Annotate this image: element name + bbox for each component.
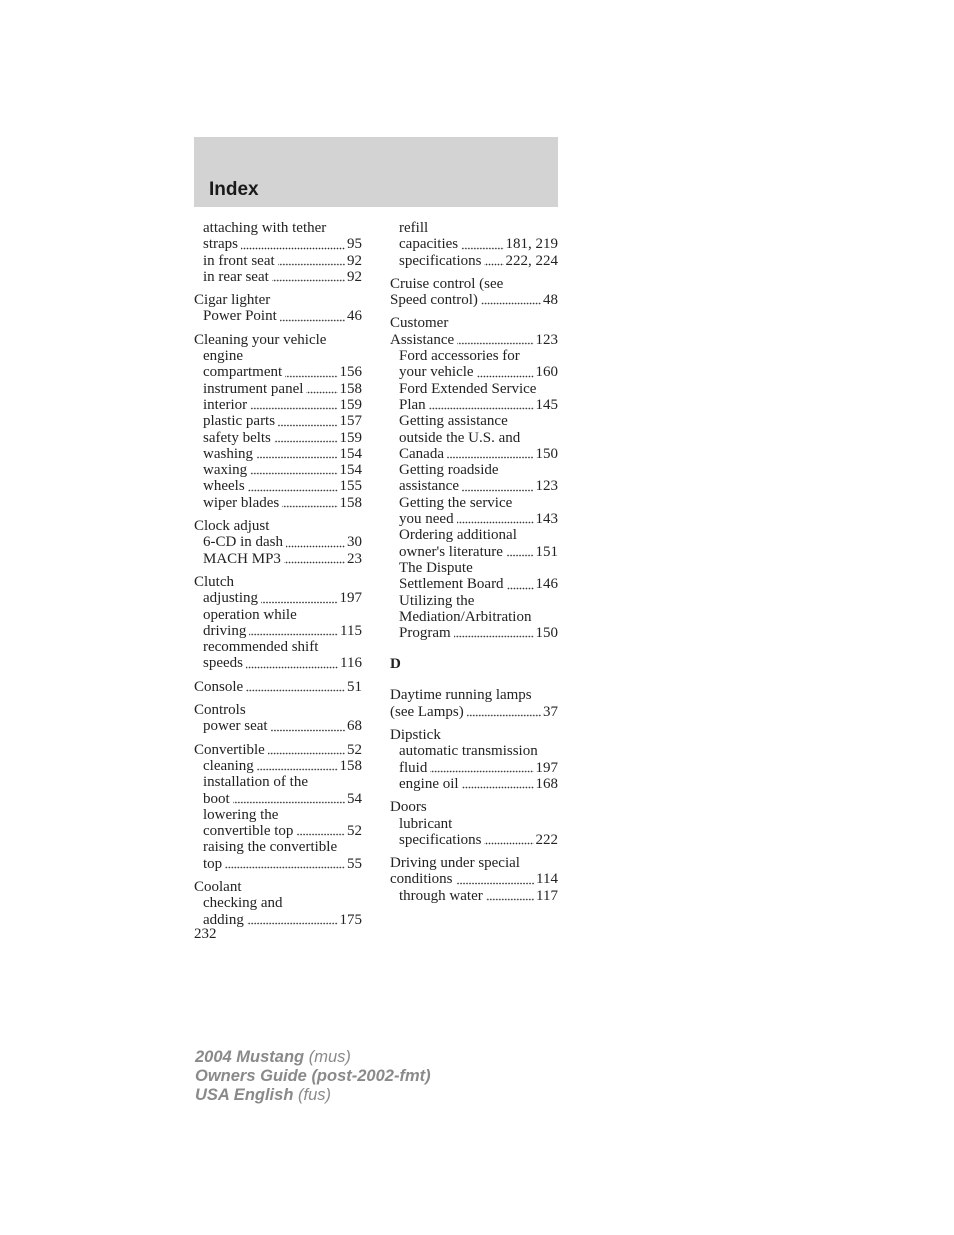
dot-leader bbox=[462, 786, 534, 789]
entry-text: Daytime running lamps bbox=[390, 687, 532, 704]
entry-text: Ford Extended Service bbox=[399, 380, 537, 397]
dot-leader bbox=[461, 247, 503, 250]
entry-text: Getting the service bbox=[399, 494, 513, 511]
dot-leader bbox=[507, 587, 534, 590]
dot-leader bbox=[247, 922, 338, 925]
entry-text: straps bbox=[203, 236, 238, 253]
dot-leader bbox=[481, 302, 541, 305]
entry-page-ref: 92 bbox=[347, 268, 362, 285]
footer-language: USA English bbox=[195, 1086, 294, 1104]
entry-text: operation while bbox=[203, 606, 297, 623]
entry-text: Assistance bbox=[390, 331, 455, 348]
dot-leader bbox=[296, 833, 345, 836]
index-subentry bbox=[194, 478, 362, 494]
entry-text: through water bbox=[399, 887, 483, 904]
entry-page-ref: 154 bbox=[339, 445, 362, 462]
dot-leader bbox=[484, 842, 533, 845]
document-footer bbox=[195, 1048, 431, 1105]
index-entry bbox=[194, 742, 362, 758]
index-subentry bbox=[194, 462, 362, 478]
entry-text: lowering the bbox=[203, 806, 279, 823]
index-subentry bbox=[194, 308, 362, 324]
index-subentry bbox=[194, 791, 362, 807]
index-subentry bbox=[390, 760, 558, 776]
entry-text: power seat bbox=[203, 718, 268, 735]
entry-text: in front seat bbox=[203, 252, 275, 269]
entry-text: in rear seat bbox=[203, 268, 269, 285]
entry-page-ref: 30 bbox=[347, 534, 362, 551]
index-entry bbox=[390, 315, 558, 331]
index-subentry bbox=[390, 609, 558, 625]
index-subentry bbox=[390, 816, 558, 832]
entry-text: Speed control) bbox=[390, 292, 478, 309]
entry-text: instrument panel bbox=[203, 380, 304, 397]
footer-line-3 bbox=[195, 1086, 431, 1105]
index-subentry bbox=[194, 495, 362, 511]
dot-leader bbox=[284, 561, 345, 564]
dot-leader bbox=[256, 456, 338, 459]
index-subentry bbox=[390, 576, 558, 592]
index-subentry bbox=[194, 381, 362, 397]
dot-leader bbox=[272, 279, 345, 282]
dot-leader bbox=[486, 898, 534, 901]
entry-text: capacities bbox=[399, 236, 459, 253]
index-subentry bbox=[390, 236, 558, 252]
index-subentry bbox=[194, 639, 362, 655]
dot-leader bbox=[477, 375, 534, 378]
dot-leader bbox=[274, 440, 338, 443]
index-entry bbox=[390, 704, 558, 720]
dot-leader bbox=[467, 714, 541, 717]
index-column-left bbox=[194, 220, 362, 928]
entry-page-ref: 151 bbox=[535, 543, 558, 560]
index-subentry bbox=[390, 446, 558, 462]
index-entry bbox=[390, 292, 558, 308]
index-subentry bbox=[390, 527, 558, 543]
entry-text: raising the convertible bbox=[203, 839, 338, 856]
entry-text: Ford accessories for bbox=[399, 348, 520, 365]
index-entry bbox=[194, 518, 362, 534]
entry-page-ref: 123 bbox=[535, 478, 558, 495]
index-subentry bbox=[390, 220, 558, 236]
entry-page-ref: 158 bbox=[339, 380, 362, 397]
entry-text: driving bbox=[203, 622, 247, 639]
index-subentry bbox=[194, 623, 362, 639]
entry-text: lubricant bbox=[399, 815, 453, 832]
index-header-band bbox=[194, 137, 558, 207]
entry-text: boot bbox=[203, 790, 230, 807]
entry-page-ref: 145 bbox=[535, 396, 558, 413]
index-subentry bbox=[194, 718, 362, 734]
entry-text: automatic transmission bbox=[399, 743, 538, 760]
entry-text: Mediation/Arbitration bbox=[399, 608, 532, 625]
entry-text: Controls bbox=[194, 702, 246, 719]
entry-page-ref: 159 bbox=[339, 396, 362, 413]
index-subentry bbox=[390, 253, 558, 269]
entry-page-ref: 23 bbox=[347, 550, 362, 567]
entry-page-ref: 68 bbox=[347, 718, 362, 735]
entry-text: refill bbox=[399, 220, 429, 236]
dot-leader bbox=[278, 263, 345, 266]
entry-text: Convertible bbox=[194, 741, 265, 758]
dot-leader bbox=[286, 545, 345, 548]
entry-text: (see Lamps) bbox=[390, 703, 464, 720]
index-section-letter: D bbox=[390, 656, 401, 673]
entry-page-ref: 158 bbox=[339, 757, 362, 774]
dot-leader bbox=[250, 407, 337, 410]
dot-leader bbox=[246, 666, 338, 669]
entry-text: adding bbox=[203, 911, 244, 928]
index-subentry bbox=[194, 758, 362, 774]
index-entry bbox=[194, 574, 362, 590]
index-subentry bbox=[390, 544, 558, 560]
entry-text: convertible top bbox=[203, 823, 294, 840]
index-subentry bbox=[194, 912, 362, 928]
index-subentry bbox=[194, 446, 362, 462]
entry-page-ref: 51 bbox=[347, 678, 362, 695]
entry-text: wheels bbox=[203, 478, 245, 495]
entry-text: engine bbox=[203, 348, 243, 365]
dot-leader bbox=[246, 689, 345, 692]
footer-model: 2004 Mustang bbox=[195, 1048, 305, 1066]
index-subentry bbox=[194, 856, 362, 872]
index-subentry bbox=[390, 397, 558, 413]
index-subentry bbox=[194, 607, 362, 623]
dot-leader bbox=[484, 263, 503, 266]
entry-text: adjusting bbox=[203, 590, 258, 607]
entry-page-ref: 146 bbox=[535, 576, 558, 593]
entry-page-ref: 116 bbox=[340, 655, 362, 672]
dot-leader bbox=[257, 768, 338, 771]
entry-text: Getting roadside bbox=[399, 462, 499, 479]
footer-language-code: (fus) bbox=[293, 1086, 331, 1104]
entry-text: installation of the bbox=[203, 774, 308, 791]
entry-page-ref: 160 bbox=[535, 364, 558, 381]
entry-page-ref: 155 bbox=[339, 478, 362, 495]
entry-page-ref: 143 bbox=[535, 511, 558, 528]
index-subentry bbox=[390, 776, 558, 792]
dot-leader bbox=[225, 866, 345, 869]
entry-page-ref: 158 bbox=[339, 494, 362, 511]
entry-text: specifications bbox=[399, 831, 482, 848]
entry-page-ref: 52 bbox=[347, 823, 362, 840]
page-title: Index bbox=[209, 179, 259, 200]
index-entry bbox=[390, 799, 558, 815]
entry-page-ref: 181, 219 bbox=[505, 236, 558, 253]
dot-leader bbox=[456, 882, 535, 885]
dot-leader bbox=[430, 770, 533, 773]
index-entry bbox=[390, 332, 558, 348]
dot-leader bbox=[457, 521, 534, 524]
index-subentry bbox=[390, 364, 558, 380]
dot-leader bbox=[233, 801, 345, 804]
entry-page-ref: 175 bbox=[339, 911, 362, 928]
index-subentry bbox=[194, 807, 362, 823]
index-entry bbox=[194, 332, 362, 348]
entry-text: checking and bbox=[203, 895, 283, 912]
entry-text: MACH MP3 bbox=[203, 550, 281, 567]
entry-text: engine oil bbox=[399, 775, 459, 792]
entry-text: assistance bbox=[399, 478, 459, 495]
entry-text: fluid bbox=[399, 759, 428, 776]
index-entry bbox=[194, 292, 362, 308]
entry-page-ref: 150 bbox=[535, 445, 558, 462]
entry-page-ref: 48 bbox=[543, 292, 558, 309]
entry-page-ref: 157 bbox=[339, 413, 362, 430]
index-entry bbox=[390, 727, 558, 743]
entry-text: Plan bbox=[399, 396, 426, 413]
entry-text: Cigar lighter bbox=[194, 292, 271, 309]
entry-text: Customer bbox=[390, 315, 449, 332]
entry-page-ref: 46 bbox=[347, 308, 362, 325]
entry-page-ref: 168 bbox=[535, 775, 558, 792]
dot-leader bbox=[280, 319, 345, 322]
index-subentry bbox=[194, 895, 362, 911]
index-subentry bbox=[194, 220, 362, 236]
index-subentry bbox=[390, 495, 558, 511]
entry-text: Clock adjust bbox=[194, 518, 270, 535]
index-subentry bbox=[194, 534, 362, 550]
entry-page-ref: 54 bbox=[347, 790, 362, 807]
entry-text: washing bbox=[203, 445, 253, 462]
entry-page-ref: 117 bbox=[536, 887, 558, 904]
index-subentry bbox=[194, 364, 362, 380]
dot-leader bbox=[454, 635, 534, 638]
dot-leader bbox=[457, 342, 533, 345]
entry-page-ref: 115 bbox=[340, 622, 362, 639]
footer-line-2 bbox=[195, 1067, 431, 1086]
entry-text: Clutch bbox=[194, 573, 234, 590]
entry-text: owner's literature bbox=[399, 543, 503, 560]
index-subentry bbox=[390, 511, 558, 527]
entry-text: your vehicle bbox=[399, 364, 474, 381]
dot-leader bbox=[241, 247, 345, 250]
entry-text: you need bbox=[399, 511, 454, 528]
entry-text: conditions bbox=[390, 871, 453, 888]
footer-model-code: (mus) bbox=[304, 1048, 351, 1066]
index-subentry bbox=[194, 253, 362, 269]
entry-text: specifications bbox=[399, 252, 482, 269]
index-subentry bbox=[390, 462, 558, 478]
index-column-right bbox=[390, 220, 558, 904]
index-subentry bbox=[390, 381, 558, 397]
entry-page-ref: 52 bbox=[347, 741, 362, 758]
index-subentry bbox=[390, 888, 558, 904]
entry-text: recommended shift bbox=[203, 639, 319, 656]
entry-text: Doors bbox=[390, 799, 427, 816]
entry-text: Driving under special bbox=[390, 855, 520, 872]
entry-text: attaching with tether bbox=[203, 220, 327, 236]
index-subentry bbox=[390, 430, 558, 446]
index-subentry bbox=[390, 478, 558, 494]
index-subentry bbox=[194, 413, 362, 429]
dot-leader bbox=[285, 375, 337, 378]
entry-text: Utilizing the bbox=[399, 592, 475, 609]
index-subentry bbox=[194, 655, 362, 671]
entry-text: top bbox=[203, 855, 223, 872]
entry-text: Settlement Board bbox=[399, 576, 504, 593]
entry-text: outside the U.S. and bbox=[399, 429, 521, 446]
entry-text: Canada bbox=[399, 445, 444, 462]
index-subentry bbox=[194, 774, 362, 790]
dot-leader bbox=[447, 456, 534, 459]
index-subentry bbox=[390, 743, 558, 759]
entry-text: plastic parts bbox=[203, 413, 276, 430]
entry-text: Coolant bbox=[194, 878, 242, 895]
index-entry bbox=[390, 855, 558, 871]
entry-text: Program bbox=[399, 625, 451, 642]
index-subentry bbox=[194, 397, 362, 413]
entry-page-ref: 55 bbox=[347, 855, 362, 872]
index-subentry bbox=[194, 823, 362, 839]
entry-text: Console bbox=[194, 678, 244, 695]
entry-page-ref: 197 bbox=[339, 590, 362, 607]
dot-leader bbox=[268, 752, 345, 755]
index-subentry bbox=[194, 551, 362, 567]
dot-leader bbox=[429, 407, 534, 410]
dot-leader bbox=[278, 424, 337, 427]
entry-page-ref: 222, 224 bbox=[505, 252, 558, 269]
dot-leader bbox=[261, 601, 338, 604]
entry-page-ref: 92 bbox=[347, 252, 362, 269]
index-subentry bbox=[194, 348, 362, 364]
entry-page-ref: 154 bbox=[339, 462, 362, 479]
entry-text: cleaning bbox=[203, 757, 254, 774]
index-entry bbox=[390, 276, 558, 292]
index-subentry bbox=[390, 625, 558, 641]
index-subentry bbox=[194, 839, 362, 855]
entry-text: Cleaning your vehicle bbox=[194, 331, 327, 348]
page-number: 232 bbox=[194, 926, 217, 942]
index-entry bbox=[194, 702, 362, 718]
dot-leader bbox=[250, 472, 337, 475]
index-subentry bbox=[390, 832, 558, 848]
entry-page-ref: 95 bbox=[347, 236, 362, 253]
index-entry bbox=[194, 679, 362, 695]
index-subentry bbox=[194, 430, 362, 446]
entry-text: compartment bbox=[203, 364, 283, 381]
index-subentry bbox=[390, 413, 558, 429]
dot-leader bbox=[271, 729, 345, 732]
entry-page-ref: 114 bbox=[536, 871, 558, 888]
entry-text: The Dispute bbox=[399, 559, 473, 576]
footer-line-1 bbox=[195, 1048, 431, 1067]
entry-page-ref: 37 bbox=[543, 703, 558, 720]
entry-text: Ordering additional bbox=[399, 527, 517, 544]
entry-text: Dipstick bbox=[390, 727, 441, 744]
index-subentry bbox=[390, 560, 558, 576]
dot-leader bbox=[506, 554, 534, 557]
entry-page-ref: 150 bbox=[535, 625, 558, 642]
index-subentry bbox=[194, 590, 362, 606]
entry-page-ref: 222 bbox=[535, 831, 558, 848]
entry-page-ref: 156 bbox=[339, 364, 362, 381]
index-entry bbox=[390, 871, 558, 887]
dot-leader bbox=[306, 391, 337, 394]
dot-leader bbox=[248, 489, 338, 492]
entry-text: waxing bbox=[203, 462, 248, 479]
entry-page-ref: 197 bbox=[535, 759, 558, 776]
index-subentry bbox=[194, 236, 362, 252]
entry-page-ref: 159 bbox=[339, 429, 362, 446]
index-subentry bbox=[390, 348, 558, 364]
index-subentry bbox=[194, 269, 362, 285]
entry-text: interior bbox=[203, 396, 248, 413]
index-entry bbox=[194, 879, 362, 895]
entry-page-ref: 123 bbox=[535, 331, 558, 348]
dot-leader bbox=[282, 505, 337, 508]
entry-text: 6-CD in dash bbox=[203, 534, 283, 551]
index-subentry bbox=[390, 593, 558, 609]
entry-text: safety belts bbox=[203, 429, 271, 446]
entry-text: speeds bbox=[203, 655, 243, 672]
footer-guide: Owners Guide (post-2002-fmt) bbox=[195, 1067, 431, 1085]
entry-text: Power Point bbox=[203, 308, 277, 325]
dot-leader bbox=[462, 489, 534, 492]
entry-text: Getting assistance bbox=[399, 413, 508, 430]
entry-text: Cruise control (see bbox=[390, 275, 504, 292]
dot-leader bbox=[249, 633, 338, 636]
entry-text: wiper blades bbox=[203, 494, 280, 511]
index-entry bbox=[390, 687, 558, 703]
